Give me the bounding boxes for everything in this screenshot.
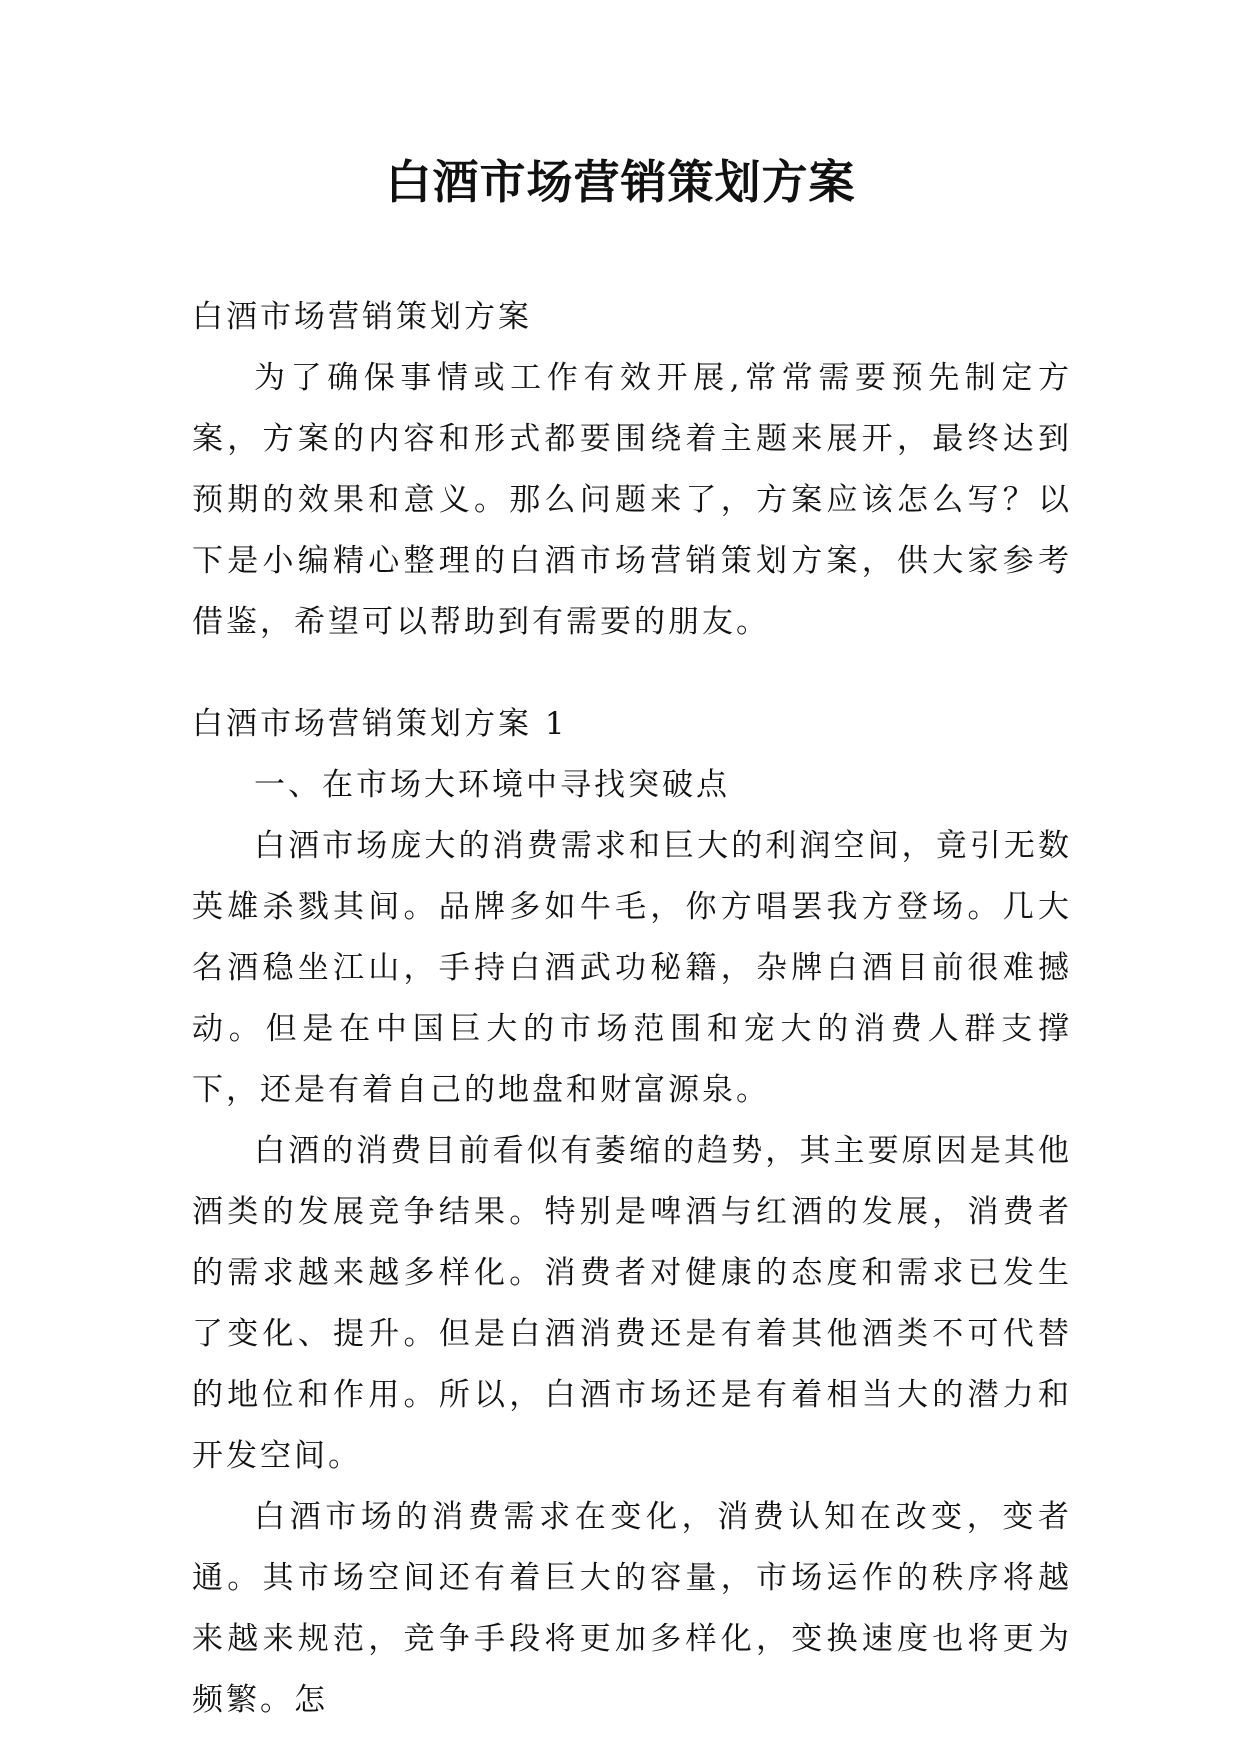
document-title: 白酒市场营销策划方案 (385, 155, 856, 209)
intro-heading: 白酒市场营销策划方案 (192, 299, 532, 335)
body-paragraph: 白酒市场庞大的消费需求和巨大的利润空间，竟引无数英雄杀戮其间。品牌多如牛毛，你方唱罢我方登场。几大名酒稳坐江山，手持白酒武功秘籍，杂牌白酒目前很难撼动。但是在中国巨大的市场范围和宠大的消费人群支撑下，还是有着自己的地盘和财富源泉。 (192, 828, 1072, 1108)
intro-section (192, 287, 1072, 653)
plan-section-1 (192, 694, 1072, 1731)
section-subheading: 一、在市场大环境中寻找突破点 (254, 767, 730, 803)
body-paragraph: 白酒市场的消费需求在变化，消费认知在改变，变者通。其市场空间还有着巨大的容量，市场运作的秩序将越来越来规范，竞争手段将更加多样化，变换速度也将更为频繁。怎 (192, 1499, 1072, 1718)
section-heading: 白酒市场营销策划方案 1 (192, 706, 568, 742)
body-paragraph: 白酒的消费目前看似有萎缩的趋势，其主要原因是其他酒类的发展竞争结果。特别是啤酒与红酒的发展，消费者的需求越来越多样化。消费者对健康的态度和需求已发生了变化、提升。但是白酒消费还是有着其他酒类不可代替的地位和作用。所以，白酒市场还是有着相当大的潜力和开发空间。 (192, 1133, 1072, 1474)
intro-paragraph: 为了确保事情或工作有效开展,常常需要预先制定方案，方案的内容和形式都要围绕着主题来展开，最终达到预期的效果和意义。那么问题来了，方案应该怎么写？以下是小编精心整理的白酒市场营销策划方案，供大家参考借鉴，希望可以帮助到有需要的朋友。 (192, 360, 1072, 640)
